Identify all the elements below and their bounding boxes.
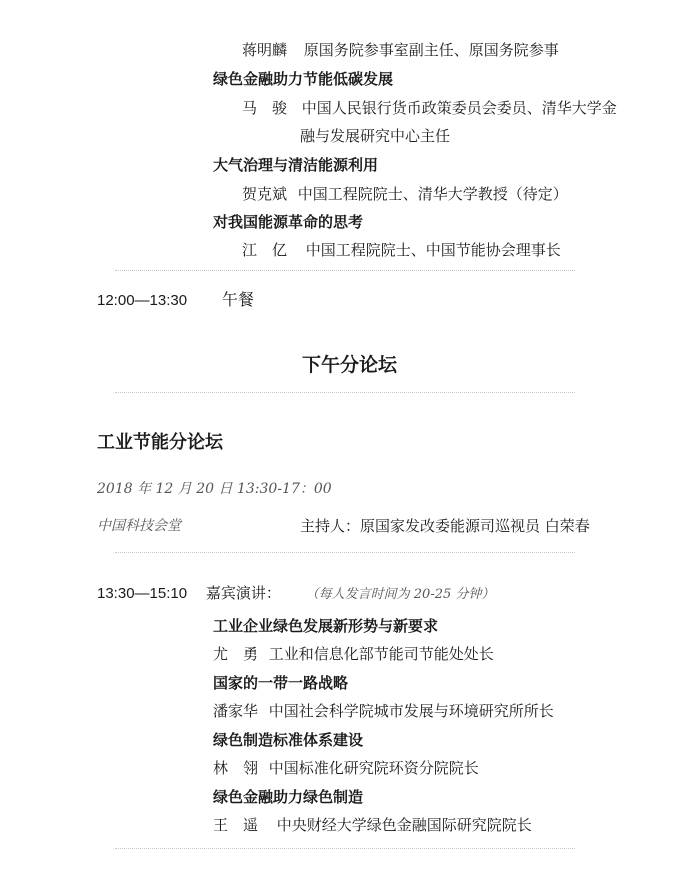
speaker-title: 中央财经大学绿色金融国际研究院院长	[276, 816, 532, 834]
speaker-title-continued: 融与发展研究中心主任	[300, 127, 451, 145]
section-divider	[115, 392, 575, 393]
session-row	[97, 583, 494, 605]
section-divider	[115, 552, 575, 553]
session-time: 13:30—15:10	[97, 585, 188, 602]
section-divider	[115, 848, 575, 849]
speaker-line	[242, 240, 561, 260]
speaker-name: 江 亿	[242, 241, 288, 259]
afternoon-heading: 下午分论坛	[302, 354, 398, 376]
lunch-label: 午餐	[221, 290, 254, 309]
talk-topic: 绿色金融助力节能低碳发展	[213, 70, 394, 88]
speaker-line	[242, 184, 568, 204]
forum-title: 工业节能分论坛	[97, 432, 223, 453]
speaker-name: 王 遥	[213, 816, 259, 834]
session-note: （每人发言时间为 20-25 分钟）	[305, 587, 495, 602]
speaker-name: 马 骏	[242, 99, 288, 117]
speaker-name: 林 翎	[213, 759, 259, 777]
speaker-line	[213, 644, 494, 664]
talk-topic: 绿色金融助力绿色制造	[213, 788, 364, 806]
speaker-name: 蒋明麟	[242, 41, 288, 59]
talk-topic: 大气治理与清洁能源利用	[213, 156, 379, 174]
forum-date: 2018 年 12 月 20 日 13:30-17：00	[97, 481, 332, 497]
speaker-name: 贺克斌	[242, 185, 288, 203]
speaker-title: 工业和信息化部节能司节能处处长	[268, 645, 494, 663]
talk-topic: 国家的一带一路战略	[213, 674, 349, 692]
speaker-title: 中国人民银行货币政策委员会委员、清华大学金	[301, 99, 617, 117]
speaker-name: 尤 勇	[213, 645, 259, 663]
speaker-line	[242, 40, 559, 60]
talk-topic: 工业企业绿色发展新形势与新要求	[213, 617, 439, 635]
speaker-line	[213, 815, 532, 835]
lunch-row	[97, 290, 254, 311]
speaker-line	[213, 701, 554, 721]
session-label: 嘉宾演讲：	[205, 584, 281, 602]
speaker-line	[242, 98, 617, 118]
forum-host: 主持人：原国家发改委能源司巡视员 白荣春	[300, 517, 590, 535]
speaker-name: 潘家华	[213, 702, 259, 720]
speaker-title: 中国工程院院士、清华大学教授（待定）	[297, 185, 568, 203]
lunch-time: 12:00—13:30	[97, 292, 188, 309]
speaker-title: 原国务院参事室副主任、原国务院参事	[303, 41, 559, 59]
section-divider	[115, 270, 575, 271]
talk-topic: 绿色制造标准体系建设	[213, 731, 364, 749]
talk-topic: 对我国能源革命的思考	[213, 213, 364, 231]
speaker-title: 中国社会科学院城市发展与环境研究所所长	[268, 702, 554, 720]
speaker-line	[213, 758, 479, 778]
forum-venue: 中国科技会堂	[97, 518, 181, 534]
speaker-title: 中国工程院院士、中国节能协会理事长	[305, 241, 561, 259]
speaker-title: 中国标准化研究院环资分院院长	[268, 759, 479, 777]
